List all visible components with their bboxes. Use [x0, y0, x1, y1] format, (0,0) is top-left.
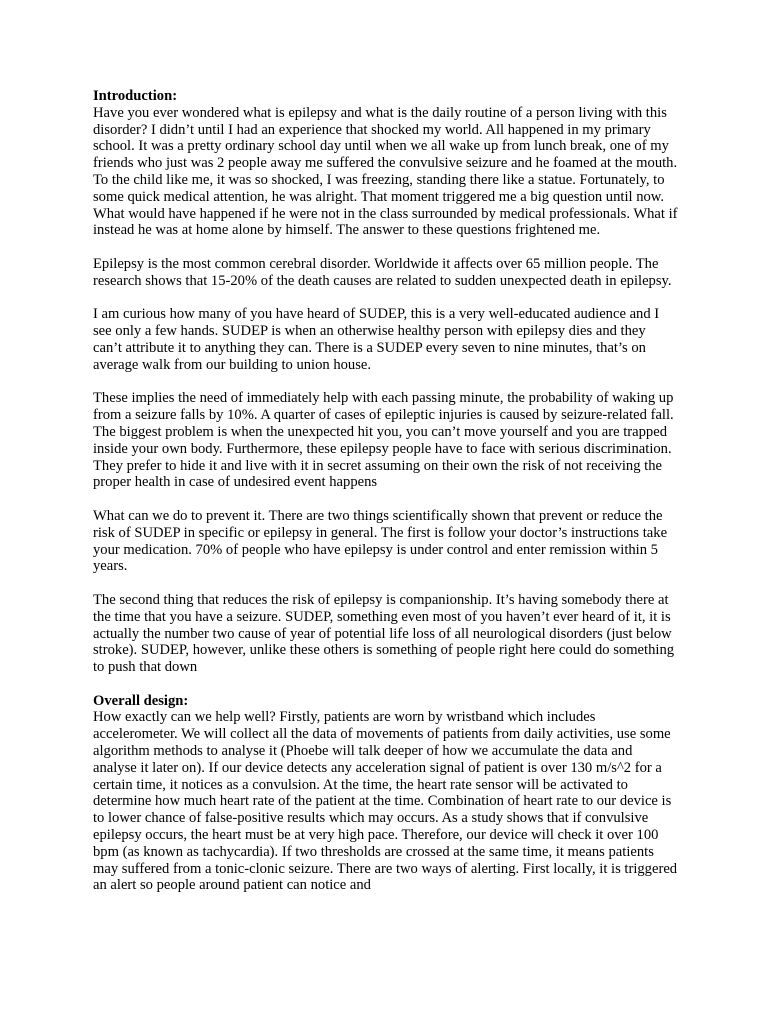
intro-paragraph-4: These implies the need of immediately help with each passing minute, the probability of waking up from a seizure falls by 10%. A quarter of cases of epileptic injuries is caused by seizure-related fall. The biggest problem is when the unexpected hit you, you can’t move yourself and you are trapped inside your own body. Furthermore, these epilepsy people have to face with serious discrimination. They prefer to hide it and live with it in secret assuming on their own the risk of not receiving the proper health in case of undesired event happens — [93, 390, 674, 491]
document-page — [93, 88, 678, 911]
overall-design-heading: Overall design: — [93, 692, 189, 709]
intro-paragraph-5: What can we do to prevent it. There are two things scientifically shown that prevent or reduce the risk of SUDEP in specific or epilepsy in general. The first is follow your doctor’s instructions take your medication. 70% of people who have epilepsy is under control and enter remission within 5 years. — [93, 507, 668, 575]
intro-paragraph-6: The second thing that reduces the risk of epilepsy is companionship. It’s having somebody there at the time that you have a seizure. SUDEP, something even most of you haven’t ever heard of it, it is actually the number two cause of year of potential life loss of all neurological disorders (just below stroke). SUDEP, however, unlike these others is something of people right here could do something to push that down — [93, 591, 675, 676]
intro-paragraph-2: Epilepsy is the most common cerebral disorder. Worldwide it affects over 65 million people. The research shows that 15-20% of the death causes are related to sudden unexpected death in epilepsy. — [93, 255, 672, 289]
intro-paragraph-1: Have you ever wondered what is epilepsy and what is the daily routine of a person living with this disorder? I didn’t until I had an experience that shocked my world. All happened in my primary school. It was a pretty ordinary school day until when we all wake up from lunch break, one of my friends who just was 2 people away me suffered the convulsive seizure and he foamed at the mouth. To the child like me, it was so shocked, I was freezing, standing there like a statue. Fortunately, to some quick medical attention, he was alright. That moment triggered me a big question until now. What would have happened if he were not in the class surrounded by medical professionals. What if instead he was at home alone by himself. The answer to these questions frightened me. — [93, 104, 678, 239]
intro-paragraph-3: I am curious how many of you have heard of SUDEP, this is a very well-educated audience and I see only a few hands. SUDEP is when an otherwise healthy person with epilepsy dies and they can’t attribute it to anything they can. There is a SUDEP every seven to nine minutes, that’s on average walk from our building to union house. — [93, 306, 660, 373]
introduction-section — [93, 88, 678, 676]
introduction-heading: Introduction: — [93, 88, 178, 104]
overall-design-section — [93, 693, 678, 895]
design-paragraph-1: How exactly can we help well? Firstly, patients are worn by wristband which includes accelerometer. We will collect all the data of movements of patients from daily activities, use some algorithm methods to analyse it (Phoebe will talk deeper of how we accumulate the data and analyse it later on). If our device detects any acceleration signal of patient is over 130 m/s^2 for a certain time, it notices as a convulsion. At the time, the heart rate sensor will be activated to determine how much heart rate of the patient at the time. Combination of heart rate to our device is to lower chance of false-positive results which may occurs. As a study shows that if convulsive epilepsy occurs, the heart must be at very high pace. Therefore, our device will check it over 100 bpm (as known as tachycardia). If two thresholds are crossed at the same time, it means patients may suffered from a tonic-clonic seizure. There are two ways of alerting. First locally, it is triggered an alert so people around patient can notice and — [93, 709, 678, 894]
